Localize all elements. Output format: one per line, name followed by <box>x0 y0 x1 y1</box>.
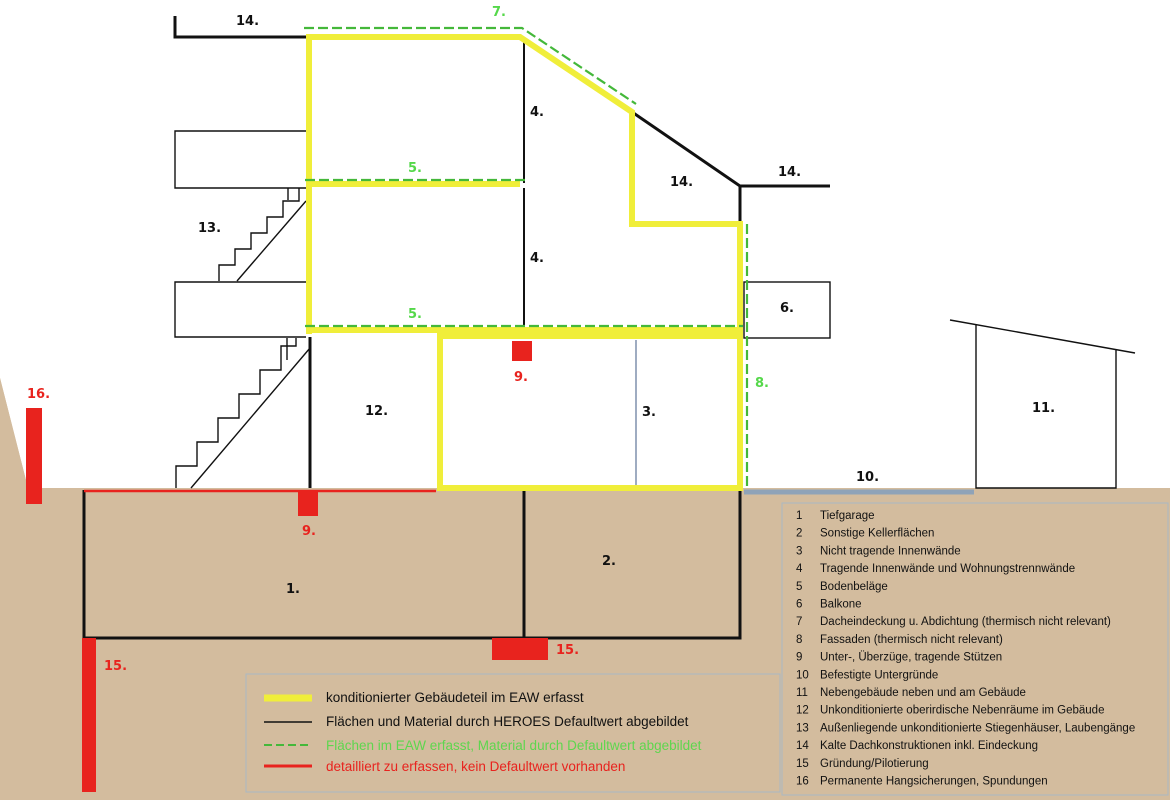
key-text-1: Tiefgarage <box>820 510 875 522</box>
legend-text-eaw-default: Flächen im EAW erfasst, Material durch Defaultwert abgebildet <box>326 738 702 753</box>
key-number-2: 2 <box>796 527 803 540</box>
slope-left <box>0 378 28 488</box>
label-9-upper: 9. <box>514 370 528 385</box>
label-16-slope: 16. <box>27 387 51 402</box>
legend-item-eaw-default <box>264 738 702 753</box>
key-number-15: 15 <box>796 757 809 770</box>
label-7-roof: 7. <box>492 5 506 20</box>
key-number-1: 1 <box>796 510 803 522</box>
pile-15-center <box>492 638 548 660</box>
label-6-balcony: 6. <box>780 301 794 316</box>
key-text-3: Nicht tragende Innenwände <box>820 545 961 558</box>
pile-15-left <box>82 638 96 792</box>
legend-text-conditioned: konditionierter Gebäudeteil im EAW erfasst <box>326 690 584 705</box>
key-text-15: Gründung/Pilotierung <box>820 757 929 770</box>
key-number-13: 13 <box>796 722 809 735</box>
key-text-16: Permanente Hangsicherungen, Spundungen <box>820 775 1048 788</box>
stair-structure <box>175 131 310 488</box>
label-5-lower: 5. <box>408 307 422 322</box>
key-text-12: Unkonditionierte oberirdische Nebenräume im Gebäude <box>820 704 1105 717</box>
key-number-14: 14 <box>796 740 809 753</box>
key-text-5: Bodenbeläge <box>820 580 888 593</box>
key-text-13: Außenliegende unkonditionierte Stiegenhäuser, Laubengänge <box>820 722 1136 735</box>
key-number-5: 5 <box>796 580 803 593</box>
key-text-4: Tragende Innenwände und Wohnungstrennwände <box>820 563 1076 576</box>
label-3-wall: 3. <box>642 405 656 420</box>
label-4-middle: 4. <box>530 251 544 266</box>
key-number-12: 12 <box>796 704 809 717</box>
label-8-facade: 8. <box>755 376 769 391</box>
legend-text-default: Flächen und Material durch HEROES Defaultwert abgebildet <box>326 714 689 729</box>
slope-protection-16 <box>26 408 42 504</box>
key-text-10: Befestigte Untergründe <box>820 669 939 682</box>
label-1-garage: 1. <box>286 582 300 597</box>
label-2-basement: 2. <box>602 554 616 569</box>
label-15-pile-left: 15. <box>104 659 128 674</box>
legend-item-default <box>264 714 689 729</box>
label-13-stair: 13. <box>198 221 222 236</box>
label-11-outbuilding: 11. <box>1032 401 1056 416</box>
legend-text-detailed: detailliert zu erfassen, kein Defaultwert vorhanden <box>326 759 626 774</box>
key-number-11: 11 <box>796 687 808 699</box>
label-10-paving: 10. <box>856 470 880 485</box>
key-number-9: 9 <box>796 651 803 664</box>
label-14-roof-left: 14. <box>236 14 260 29</box>
label-9-lower: 9. <box>302 524 316 539</box>
label-12-room: 12. <box>365 404 389 419</box>
key-number-4: 4 <box>796 563 803 576</box>
key-text-11: Nebengebäude neben und am Gebäude <box>820 687 1026 699</box>
label-5-upper: 5. <box>408 161 422 176</box>
beam-9-upper <box>512 341 532 361</box>
key-text-14: Kalte Dachkonstruktionen inkl. Eindeckung <box>820 740 1038 753</box>
label-4-upper: 4. <box>530 105 544 120</box>
label-14-roof-mid: 14. <box>670 175 694 190</box>
key-number-10: 10 <box>796 669 809 682</box>
beam-9-lower <box>298 492 318 516</box>
label-15-pile-center: 15. <box>556 643 580 658</box>
key-number-8: 8 <box>796 633 803 646</box>
key-number-7: 7 <box>796 616 803 629</box>
key-text-9: Unter-, Überzüge, tragende Stützen <box>820 651 1003 664</box>
key-text-7: Dacheindeckung u. Abdichtung (thermisch nicht relevant) <box>820 616 1111 629</box>
label-14-roof-right: 14. <box>778 165 802 180</box>
key-text-2: Sonstige Kellerflächen <box>820 527 935 540</box>
key-number-6: 6 <box>796 598 803 611</box>
key-number-3: 3 <box>796 545 803 558</box>
ground <box>0 378 1170 800</box>
key-text-6: Balkone <box>820 598 862 611</box>
key-number-16: 16 <box>796 775 809 788</box>
key-text-8: Fassaden (thermisch nicht relevant) <box>820 633 1003 646</box>
